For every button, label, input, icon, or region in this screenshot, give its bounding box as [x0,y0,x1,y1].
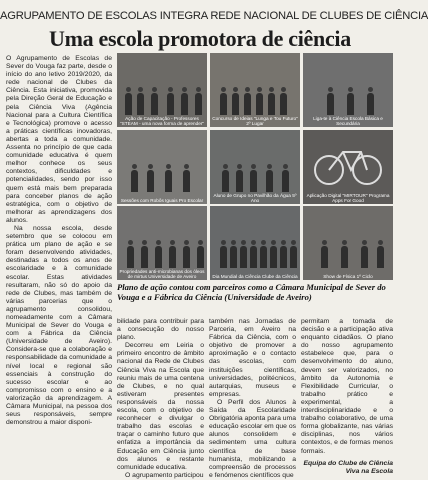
photo-caption-main: Plano de ação contou com parceiros como a Câmara Municipal de Sever do Vouga e a Fábrica da Ciência (Universidade de Aveiro) [117,282,386,302]
body-column-2 [117,318,204,479]
kicker: AGRUPAMENTO DE ESCOLAS INTEGRA REDE NACIONAL DE CLUBES DE CIÊNCIA [0,10,428,22]
photo-caption: Sessões com Robôs Iguais Pro Escolar [120,197,204,203]
body-column-1 [6,55,112,451]
paragraph: permitam a tomada de decisão e a participação ativa enquanto cidadãos. O plano do nosso agrupamento estabelece que, para o desenvolvimento do aluno, devem ser valorizados, no âmbito da Autonomia e Flexibilidade Curricular, o trabalho prático e experimental, a interdisciplinaridade e o trabalho colaborativo, de uma forma globalizante, nas várias disciplinas, nos vários contextos, e de formas menos formais. [301,318,393,455]
photo-3 [303,53,393,127]
photo-caption: Ação de Capacitação - Professores "STEAM - uma nova forma de aprender" [119,115,205,126]
photo-9 [303,206,393,280]
signature: Equipa do Clube de Ciência Viva na Escola [303,459,393,475]
photo-caption: Dia Mundial da Ciência Clube da Ciência [212,273,298,279]
body-column-3 [209,318,296,479]
photo-4 [117,130,207,204]
paragraph: O Agrupamento de Escolas de Sever do Vouga faz parte, desde o início do ano letivo 2019/2020, da rede nacional de Clubes da Ciência. Esta iniciativa, promovida pela Direção Geral de Educação e pela Ciência Viva (Agência Nacional para a Cultura Científica e Tecnológica) promove o acesso a práticas científicas inovadoras, abertas a toda a comunidade. Assenta no princípio de que cada comunidade educativa é quem melhor conhece os seus contextos, dificuldades e potencialidades, sendo por isso quem está mais bem preparada para conceber planos de ação estratégica, com o objetivo de melhorar as aprendizagens dos alunos. [6,55,112,224]
photo-caption: Propriedades anti-microbianas dos óleos de mirtus Universidade de Aveiro [119,268,205,279]
paragraph: bilidade para contribuir para a consecução do nosso plano. [117,318,204,342]
photo-caption: Liga-te à Ciência Escola Básica e Secundária [313,115,383,126]
photo-caption: Show de Física 1º Ciclo [323,273,373,279]
photo-1 [117,53,207,127]
photo-caption: Aluno de Grupo no Pavilhão da Água 5º Ano [213,192,297,203]
photo-7 [117,206,207,280]
paragraph: também nas Jornadas de Parceria, em Aveiro na Fábrica da Ciência, com o objetivo de promover a aproximação e o contacto das escolas, com instituições científicas, universidades, politécnicos, autarquias, museus e empresas. [209,318,296,398]
body-column-4 [301,318,393,475]
paragraph: O agrupamento participou [125,471,204,479]
paragraph: O Perfil dos Alunos à Saída da Escolaridade Obrigatória aponta para uma educação escolar em que os alunos consolidem e sedimentem uma cultura científica de base humanista, mobilizando a compreensão de processos e fenómenos científicos que [209,398,296,479]
paragraph: Decorreu em Leiria o primeiro encontro de âmbito nacional da Rede de Clubes Ciência Viva na Escola que reuniu mais de uma centena de Clubes, e no qual estiveram presentes responsáveis da nossa escola, com o objetivo de reconhecer e divulgar o trabalho das escolas e traçar o caminho futuro que enfatiza a importância da Educação em Ciência junto dos alunos e restante comunidade educativa. [117,342,204,471]
photo-6 [303,130,393,204]
bicycle-icon [303,132,393,192]
photo-caption: Aplicação Digital "MIRTOUR" Programa Apps For Good [306,192,390,203]
photo-grid [117,53,393,280]
photo-8 [210,206,300,280]
headline: Uma escola promotora de ciência [49,26,351,51]
paragraph: Na nossa escola, desde setembro que se colocou em prática um plano de ação e se foram desenvolvendo atividades, destinadas a todos os anos de escolaridade e à comunidade escolar. Estas atividades resultaram, não só do apoio da rede de Clubes, mas também de várias parcerias que o agrupamento consolidou, nomeadamente com a Câmara Municipal de Sever do Vouga e com a Fábrica da Ciência (Universidade de Aveiro). Considera-se que a colaboração e responsabilidade da comunidade a nível local e regional são essenciais à construção do sucesso escolar e ao compromisso com o ensino e a valorização da aprendizagem. A Câmara Municipal, na pessoa dos seus responsáveis, sempre demonstrou a maior disponi- [6,224,112,427]
photo-5 [210,130,300,204]
photo-caption: Concurso de Ideias "Lunga e Tou Futuro" 2º Lugar [212,115,298,126]
photo-2 [210,53,300,127]
